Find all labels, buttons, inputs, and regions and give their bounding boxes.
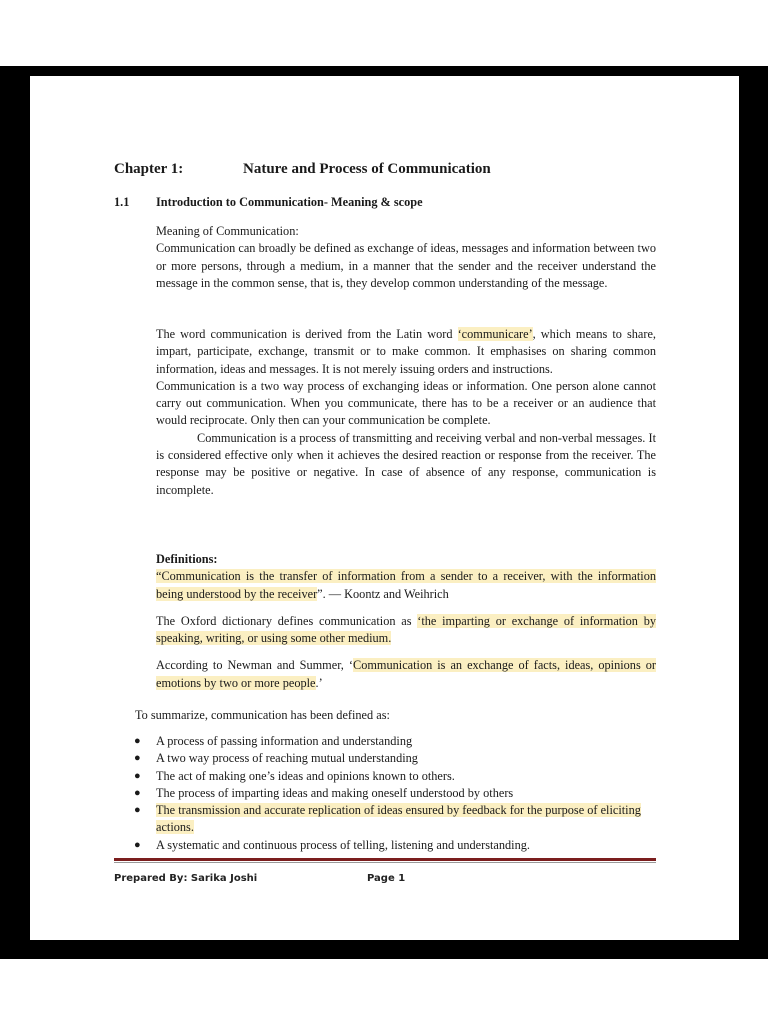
bullet-item <box>134 837 656 854</box>
footer-author: Prepared By: Sarika Joshi <box>114 873 258 884</box>
definitions-block <box>156 551 656 692</box>
bullet-item <box>134 750 656 767</box>
summary-intro: To summarize, communication has been defined as: <box>135 708 390 722</box>
bullet-item <box>134 802 656 837</box>
origin-and-process-block <box>156 326 656 499</box>
newman-definition: According to Newman and Summer, ‘Communication is an exchange of facts, ideas, opinions or emotions by two or more people.’ <box>156 658 656 690</box>
meaning-block <box>156 223 656 292</box>
bullet-text: The process of imparting ideas and making oneself understood by others <box>156 785 514 800</box>
definitions-heading: Definitions: <box>156 552 218 566</box>
bullet-icon: ● <box>134 786 141 799</box>
newman-highlight: Communication is an exchange of facts, ideas, opinions or emotions by two or more people <box>156 658 656 690</box>
bullet-icon: ● <box>134 752 141 765</box>
summary-bullet-list <box>134 733 656 854</box>
bullet-icon: ● <box>134 735 141 747</box>
bullet-icon: ● <box>134 804 141 817</box>
chapter-title: Nature and Process of Communication <box>243 161 491 177</box>
koontz-highlight: “Communication is the transfer of information from a sender to a receiver, with the information being understood by the receiver <box>156 569 656 601</box>
oxford-highlight: ‘the imparting or exchange of information by speaking, writing, or using some other medium. <box>156 613 656 646</box>
chapter-number: Chapter 1: <box>114 161 184 177</box>
meaning-paragraph: Communication can broadly be defined as exchange of ideas, messages and information between two or more persons, through a medium, in a manner that the sender and the receiver understand the message in the common sense, that is, they develop common understanding of the message. <box>156 241 656 290</box>
bullet-text: A systematic and continuous process of telling, listening and understanding. <box>156 837 530 852</box>
koontz-definition: “Communication is the transfer of information from a sender to a receiver, with the information being understood by the receiver”. — Koontz and Weihrich <box>156 569 656 601</box>
two-way-paragraph: Communication is a two way process of exchanging ideas or information. One person alone cannot carry out communication. When you communicate, there has to be a receiver or an audience that would reciprocate. Only then can your communication be complete. <box>156 378 656 428</box>
footer-rule <box>114 858 656 861</box>
oxford-definition: The Oxford dictionary defines communication as ‘the imparting or exchange of information by speaking, writing, or using some other medium. <box>156 613 656 646</box>
section-number: 1.1 <box>114 195 130 209</box>
bullet-icon: ● <box>134 769 141 782</box>
bullet-text: A two way process of reaching mutual understanding <box>156 751 418 766</box>
section-heading <box>114 195 423 210</box>
page-border <box>0 66 768 959</box>
bullet-item <box>134 733 656 750</box>
bullet-text: The transmission and accurate replication of ideas ensured by feedback for the purpose of eliciting actions. <box>156 803 641 835</box>
footer-rule-thin <box>114 862 656 863</box>
transmitting-paragraph: Communication is a process of transmitting and receiving verbal and non-verbal messages. It is considered effective only when it achieves the desired reaction or response from the receiver. The response may be positive or negative. In case of absence of any response, communication is incomplete. <box>156 430 656 497</box>
footer-page-number: Page 1 <box>367 873 406 884</box>
bullet-item <box>134 785 656 802</box>
meaning-heading: Meaning of Communication: <box>156 224 299 238</box>
bullet-text: The act of making one’s ideas and opinions known to others. <box>156 768 455 783</box>
document-page <box>30 76 739 940</box>
bullet-icon: ● <box>134 838 141 851</box>
section-title: Introduction to Communication- Meaning & scope <box>156 195 423 209</box>
bullet-text: A process of passing information and understanding <box>156 734 413 748</box>
bullet-item <box>134 768 656 785</box>
word-origin-paragraph: The word communication is derived from the Latin word ‘communicare’, which means to share, impart, participate, exchange, transmit or to make common. It emphasises on sharing common information, ideas and messages. It is not merely issuing orders and instructions. <box>156 327 656 376</box>
latin-word-highlight: ‘communicare’ <box>457 327 533 341</box>
chapter-heading <box>114 161 491 178</box>
